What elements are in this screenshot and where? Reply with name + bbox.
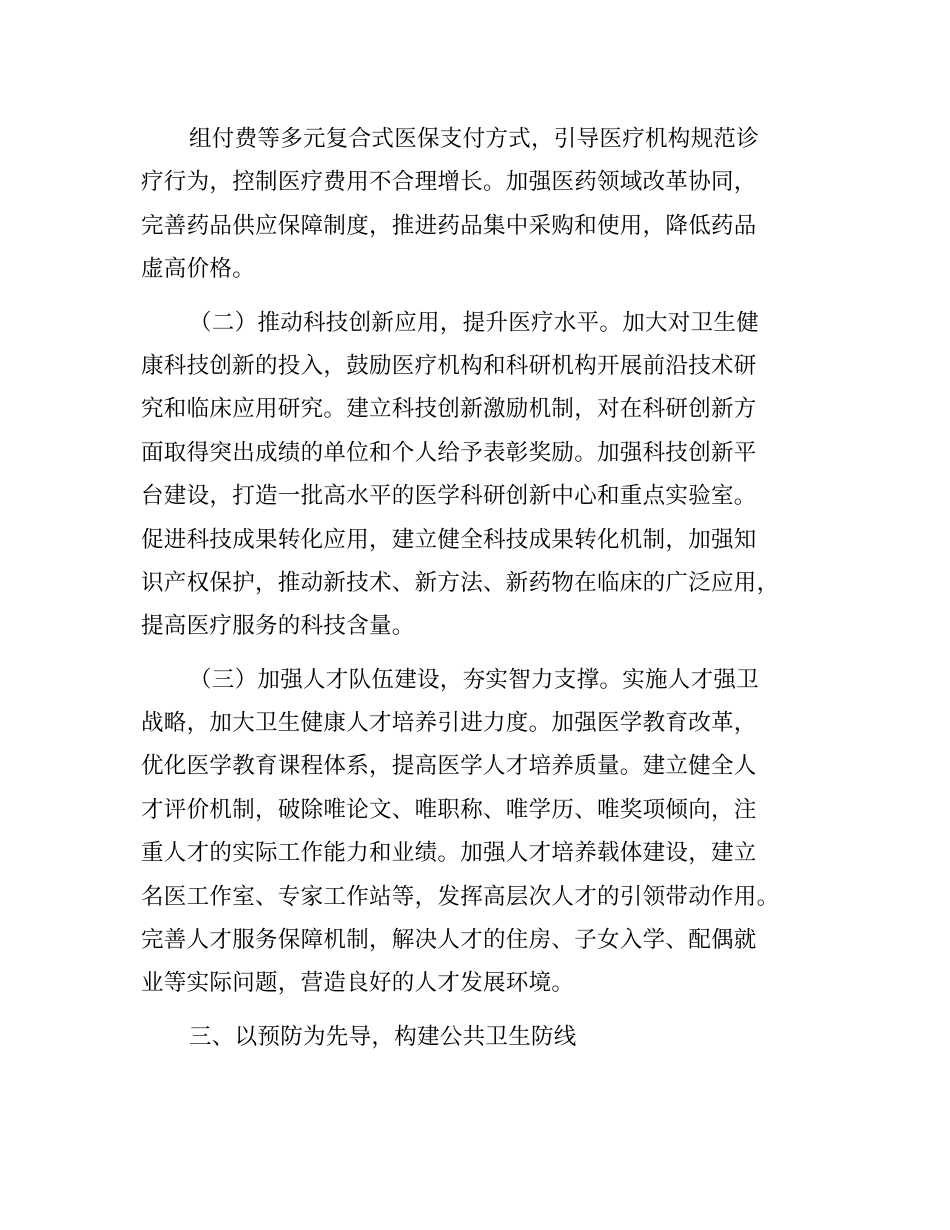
- paragraph-line: 康科技创新的投入，鼓励医疗机构和科研机构开展前沿技术研: [141, 352, 757, 379]
- paragraph-line: 面取得突出成绩的单位和个人给予表彰奖励。加强科技创新平: [141, 439, 757, 466]
- paragraph-talent-team: [141, 659, 831, 1006]
- paragraph-spacer: [141, 1006, 831, 1016]
- paragraph-line: 完善人才服务保障机制，解决人才的住房、子女入学、配偶就: [141, 927, 757, 954]
- paragraph-line: 才评价机制，破除唯论文、唯职称、唯学历、唯奖项倾向，注: [141, 796, 757, 823]
- paragraph-line: 虚高价格。: [141, 256, 256, 283]
- paragraph-line: 组付费等多元复合式医保支付方式，引导医疗机构规范诊: [189, 126, 760, 152]
- paragraph-line: （三）加强人才队伍建设，夯实智力支撑。实施人才强卫: [189, 666, 760, 693]
- paragraph-spacer: [141, 292, 831, 302]
- paragraph-line: 台建设，打造一批高水平的医学科研创新中心和重点实验室。: [141, 483, 757, 510]
- paragraph-line: 促进科技成果转化应用，建立健全科技成果转化机制，加强知: [141, 526, 757, 553]
- paragraph-line: 提高医疗服务的科技含量。: [141, 613, 415, 640]
- document-body: [141, 118, 831, 1059]
- paragraph-line: （二）推动科技创新应用，提升医疗水平。加大对卫生健: [189, 309, 760, 336]
- paragraph-line: 识产权保护，推动新技术、新方法、新药物在临床的广泛应用，: [141, 569, 780, 596]
- section-heading-public-health: [141, 1016, 831, 1059]
- paragraph-line: 优化医学教育课程体系，提高医学人才培养质量。建立健全人: [141, 753, 757, 780]
- section-heading: 三、以预防为先导，构建公共卫生防线: [189, 1023, 577, 1050]
- paragraph-tech-innovation: [141, 302, 831, 649]
- paragraph-line: 疗行为，控制医疗费用不合理增长。加强医药领域改革协同，: [141, 169, 757, 196]
- paragraph-spacer: [141, 649, 831, 659]
- paragraph-insurance-payment: [141, 118, 831, 292]
- paragraph-line: 业等实际问题，营造良好的人才发展环境。: [141, 970, 575, 997]
- paragraph-line: 名医工作室、专家工作站等，发挥高层次人才的引领带动作用。: [141, 883, 780, 910]
- paragraph-line: 重人才的实际工作能力和业绩。加强人才培养载体建设，建立: [141, 840, 757, 867]
- paragraph-line: 完善药品供应保障制度，推进药品集中采购和使用，降低药品: [141, 212, 757, 239]
- paragraph-line: 究和临床应用研究。建立科技创新激励机制，对在科研创新方: [141, 396, 757, 423]
- paragraph-line: 战略，加大卫生健康人才培养引进力度。加强医学教育改革，: [141, 710, 757, 737]
